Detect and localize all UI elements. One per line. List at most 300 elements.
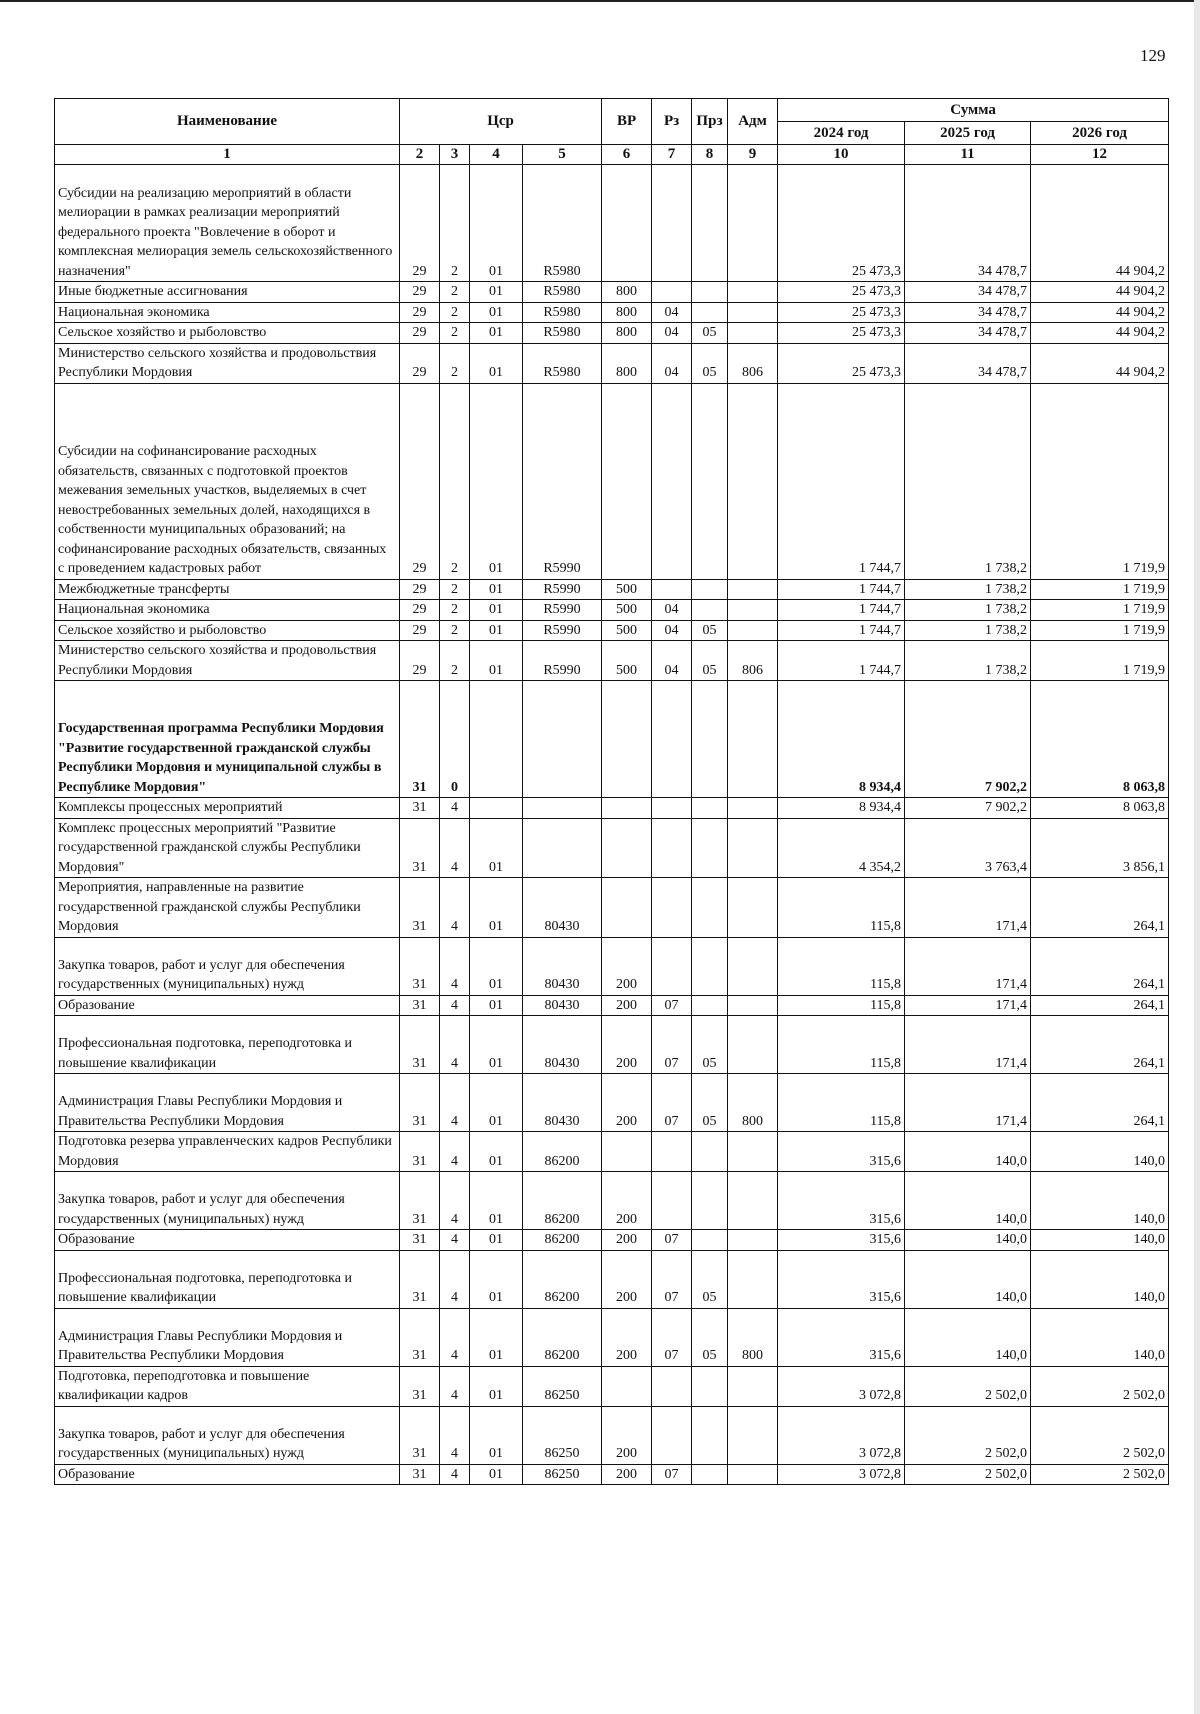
cell-y2024: 115,8 bbox=[778, 1074, 905, 1132]
cell-rz: 07 bbox=[652, 1074, 692, 1132]
row-name-cell: Министерство сельского хозяйства и продовольствия Республики Мордовия bbox=[55, 641, 400, 681]
column-numbers-row bbox=[55, 145, 1169, 165]
cell-rz: 04 bbox=[652, 343, 692, 383]
cell-c4: R5980 bbox=[523, 165, 602, 282]
cell-c4: R5990 bbox=[523, 641, 602, 681]
cell-c1: 31 bbox=[400, 1366, 440, 1406]
cell-y2024: 1 744,7 bbox=[778, 620, 905, 641]
cell-rz bbox=[652, 878, 692, 938]
cell-prz bbox=[692, 818, 728, 878]
cell-y2024: 115,8 bbox=[778, 937, 905, 995]
cell-c3: 01 bbox=[470, 1366, 523, 1406]
cell-prz: 05 bbox=[692, 1016, 728, 1074]
cell-c3: 01 bbox=[470, 641, 523, 681]
cell-c2: 4 bbox=[440, 1406, 470, 1464]
cell-y2026: 2 502,0 bbox=[1031, 1406, 1169, 1464]
row-name-cell: Комплексы процессных мероприятий bbox=[55, 798, 400, 819]
cell-adm bbox=[728, 878, 778, 938]
cell-prz bbox=[692, 995, 728, 1016]
cell-c1: 29 bbox=[400, 383, 440, 579]
cell-c3: 01 bbox=[470, 1016, 523, 1074]
cell-c2: 4 bbox=[440, 1230, 470, 1251]
cell-adm bbox=[728, 383, 778, 579]
cell-rz bbox=[652, 165, 692, 282]
cell-y2025: 2 502,0 bbox=[905, 1464, 1031, 1485]
cell-adm bbox=[728, 1464, 778, 1485]
cell-c4 bbox=[523, 818, 602, 878]
table-row bbox=[55, 1172, 1169, 1230]
cell-rz bbox=[652, 681, 692, 798]
cell-y2026: 44 904,2 bbox=[1031, 302, 1169, 323]
row-name-cell: Образование bbox=[55, 1230, 400, 1251]
cell-y2026: 264,1 bbox=[1031, 1074, 1169, 1132]
header-prz: Прз bbox=[692, 99, 728, 145]
cell-y2025: 171,4 bbox=[905, 995, 1031, 1016]
cell-vr: 200 bbox=[602, 1074, 652, 1132]
row-name-cell: Профессиональная подготовка, переподготовка и повышение квалификации bbox=[55, 1016, 400, 1074]
table-row bbox=[55, 343, 1169, 383]
cell-y2024: 8 934,4 bbox=[778, 681, 905, 798]
header-name: Наименование bbox=[55, 99, 400, 145]
cell-y2026: 1 719,9 bbox=[1031, 383, 1169, 579]
row-name-cell: Сельское хозяйство и рыболовство bbox=[55, 323, 400, 344]
row-name-cell: Государственная программа Республики Мордовия "Развитие государственной гражданской службы Республики Мордовия и муниципальной службы в Республике Мордовия" bbox=[55, 681, 400, 798]
cell-vr bbox=[602, 818, 652, 878]
cell-c4 bbox=[523, 681, 602, 798]
column-number: 9 bbox=[728, 145, 778, 165]
cell-y2025: 34 478,7 bbox=[905, 302, 1031, 323]
cell-c2: 4 bbox=[440, 1250, 470, 1308]
cell-y2026: 140,0 bbox=[1031, 1308, 1169, 1366]
table-row bbox=[55, 1464, 1169, 1485]
cell-adm: 806 bbox=[728, 343, 778, 383]
cell-vr bbox=[602, 165, 652, 282]
cell-c1: 31 bbox=[400, 878, 440, 938]
cell-c2: 2 bbox=[440, 620, 470, 641]
cell-y2025: 34 478,7 bbox=[905, 165, 1031, 282]
cell-c2: 4 bbox=[440, 1172, 470, 1230]
header-sum: Сумма bbox=[778, 99, 1169, 122]
cell-adm bbox=[728, 937, 778, 995]
row-name-cell: Подготовка, переподготовка и повышение квалификации кадров bbox=[55, 1366, 400, 1406]
cell-c2: 4 bbox=[440, 818, 470, 878]
cell-y2024: 315,6 bbox=[778, 1172, 905, 1230]
header-year-2025: 2025 год bbox=[905, 122, 1031, 145]
cell-adm bbox=[728, 818, 778, 878]
column-number: 6 bbox=[602, 145, 652, 165]
cell-c4: R5980 bbox=[523, 302, 602, 323]
row-name-cell: Образование bbox=[55, 995, 400, 1016]
table-row bbox=[55, 937, 1169, 995]
cell-prz: 05 bbox=[692, 641, 728, 681]
cell-rz bbox=[652, 1406, 692, 1464]
cell-prz: 05 bbox=[692, 1308, 728, 1366]
cell-adm bbox=[728, 323, 778, 344]
cell-c1: 29 bbox=[400, 641, 440, 681]
row-name-cell: Субсидии на реализацию мероприятий в области мелиорации в рамках реализации мероприятий федерального проекта "Вовлечение в оборот и комплексная мелиорация земель сельскохозяйственного назначения" bbox=[55, 165, 400, 282]
table-row bbox=[55, 1016, 1169, 1074]
cell-y2025: 34 478,7 bbox=[905, 343, 1031, 383]
cell-c1: 29 bbox=[400, 600, 440, 621]
cell-c3: 01 bbox=[470, 1308, 523, 1366]
table-row bbox=[55, 383, 1169, 579]
cell-c1: 31 bbox=[400, 798, 440, 819]
cell-c2: 2 bbox=[440, 600, 470, 621]
cell-y2024: 315,6 bbox=[778, 1132, 905, 1172]
cell-y2024: 25 473,3 bbox=[778, 165, 905, 282]
cell-vr bbox=[602, 1132, 652, 1172]
cell-y2025: 7 902,2 bbox=[905, 681, 1031, 798]
cell-y2025: 1 738,2 bbox=[905, 600, 1031, 621]
cell-c2: 0 bbox=[440, 681, 470, 798]
cell-adm bbox=[728, 1132, 778, 1172]
row-name-cell: Закупка товаров, работ и услуг для обеспечения государственных (муниципальных) нужд bbox=[55, 1172, 400, 1230]
cell-adm bbox=[728, 1172, 778, 1230]
cell-prz bbox=[692, 798, 728, 819]
header-year-2026: 2026 год bbox=[1031, 122, 1169, 145]
cell-y2026: 44 904,2 bbox=[1031, 343, 1169, 383]
cell-c2: 4 bbox=[440, 1074, 470, 1132]
cell-y2026: 1 719,9 bbox=[1031, 641, 1169, 681]
cell-y2026: 264,1 bbox=[1031, 1016, 1169, 1074]
cell-c3: 01 bbox=[470, 995, 523, 1016]
cell-rz: 07 bbox=[652, 1464, 692, 1485]
cell-c3: 01 bbox=[470, 937, 523, 995]
cell-vr: 200 bbox=[602, 1230, 652, 1251]
row-name-cell: Подготовка резерва управленческих кадров Республики Мордовия bbox=[55, 1132, 400, 1172]
row-name-cell: Министерство сельского хозяйства и продовольствия Республики Мордовия bbox=[55, 343, 400, 383]
cell-c4: R5990 bbox=[523, 383, 602, 579]
cell-c4: 86200 bbox=[523, 1230, 602, 1251]
cell-y2024: 4 354,2 bbox=[778, 818, 905, 878]
page-number: 129 bbox=[1140, 46, 1166, 65]
cell-c2: 4 bbox=[440, 1464, 470, 1485]
cell-y2024: 3 072,8 bbox=[778, 1464, 905, 1485]
table-row bbox=[55, 600, 1169, 621]
cell-adm bbox=[728, 1250, 778, 1308]
cell-y2024: 1 744,7 bbox=[778, 641, 905, 681]
cell-rz bbox=[652, 579, 692, 600]
table-row bbox=[55, 1074, 1169, 1132]
cell-vr: 500 bbox=[602, 641, 652, 681]
row-name-cell: Национальная экономика bbox=[55, 600, 400, 621]
cell-adm bbox=[728, 620, 778, 641]
cell-y2024: 115,8 bbox=[778, 995, 905, 1016]
cell-y2026: 44 904,2 bbox=[1031, 282, 1169, 303]
cell-adm bbox=[728, 681, 778, 798]
cell-prz: 05 bbox=[692, 620, 728, 641]
cell-c3: 01 bbox=[470, 620, 523, 641]
cell-c2: 2 bbox=[440, 641, 470, 681]
cell-prz bbox=[692, 165, 728, 282]
top-border-line bbox=[0, 0, 1200, 2]
table-row bbox=[55, 641, 1169, 681]
cell-c2: 2 bbox=[440, 579, 470, 600]
cell-vr bbox=[602, 1366, 652, 1406]
cell-c3: 01 bbox=[470, 1074, 523, 1132]
cell-c1: 31 bbox=[400, 1230, 440, 1251]
column-number: 8 bbox=[692, 145, 728, 165]
cell-c2: 4 bbox=[440, 1308, 470, 1366]
table-row bbox=[55, 579, 1169, 600]
cell-y2025: 34 478,7 bbox=[905, 282, 1031, 303]
cell-adm: 800 bbox=[728, 1074, 778, 1132]
cell-c4: 86200 bbox=[523, 1172, 602, 1230]
cell-y2024: 315,6 bbox=[778, 1308, 905, 1366]
cell-adm: 806 bbox=[728, 641, 778, 681]
cell-y2024: 8 934,4 bbox=[778, 798, 905, 819]
cell-c1: 31 bbox=[400, 1308, 440, 1366]
cell-prz bbox=[692, 282, 728, 303]
table-row bbox=[55, 1308, 1169, 1366]
cell-y2024: 315,6 bbox=[778, 1230, 905, 1251]
cell-c2: 4 bbox=[440, 1132, 470, 1172]
cell-vr: 200 bbox=[602, 995, 652, 1016]
cell-c1: 29 bbox=[400, 165, 440, 282]
table-row bbox=[55, 1132, 1169, 1172]
cell-prz bbox=[692, 302, 728, 323]
table-row bbox=[55, 878, 1169, 938]
cell-c4: R5980 bbox=[523, 282, 602, 303]
table-row bbox=[55, 995, 1169, 1016]
cell-c4: 80430 bbox=[523, 995, 602, 1016]
cell-c2: 4 bbox=[440, 878, 470, 938]
cell-prz bbox=[692, 383, 728, 579]
cell-vr: 500 bbox=[602, 579, 652, 600]
cell-y2025: 140,0 bbox=[905, 1308, 1031, 1366]
cell-y2024: 25 473,3 bbox=[778, 302, 905, 323]
cell-y2025: 2 502,0 bbox=[905, 1366, 1031, 1406]
cell-vr: 500 bbox=[602, 620, 652, 641]
cell-adm bbox=[728, 579, 778, 600]
cell-adm: 800 bbox=[728, 1308, 778, 1366]
cell-y2025: 140,0 bbox=[905, 1230, 1031, 1251]
cell-rz: 07 bbox=[652, 1250, 692, 1308]
cell-prz: 05 bbox=[692, 343, 728, 383]
cell-c2: 2 bbox=[440, 383, 470, 579]
cell-adm bbox=[728, 165, 778, 282]
row-name-cell: Мероприятия, направленные на развитие государственной гражданской службы Республики Мордовия bbox=[55, 878, 400, 938]
cell-rz: 07 bbox=[652, 995, 692, 1016]
cell-vr bbox=[602, 798, 652, 819]
cell-y2025: 171,4 bbox=[905, 1016, 1031, 1074]
row-name-cell: Комплекс процессных мероприятий "Развитие государственной гражданской службы Республики Мордовия" bbox=[55, 818, 400, 878]
cell-c1: 29 bbox=[400, 579, 440, 600]
row-name-cell: Субсидии на софинансирование расходных обязательств, связанных с подготовкой проектов межевания земельных участков, выделяемых в счет невостребованных земельных долей, находящихся в собственности муниципальных образований; на софинансирование расходных обязательств, связанных с проведением кадастровых работ bbox=[55, 383, 400, 579]
cell-vr bbox=[602, 383, 652, 579]
cell-rz: 04 bbox=[652, 600, 692, 621]
cell-y2025: 140,0 bbox=[905, 1250, 1031, 1308]
cell-y2026: 1 719,9 bbox=[1031, 600, 1169, 621]
cell-c2: 2 bbox=[440, 302, 470, 323]
cell-c4: 80430 bbox=[523, 1016, 602, 1074]
cell-y2025: 171,4 bbox=[905, 1074, 1031, 1132]
cell-rz: 04 bbox=[652, 641, 692, 681]
column-number: 3 bbox=[440, 145, 470, 165]
cell-y2026: 140,0 bbox=[1031, 1230, 1169, 1251]
cell-c1: 31 bbox=[400, 1464, 440, 1485]
cell-y2025: 1 738,2 bbox=[905, 383, 1031, 579]
cell-y2025: 140,0 bbox=[905, 1132, 1031, 1172]
cell-c1: 31 bbox=[400, 995, 440, 1016]
cell-y2026: 2 502,0 bbox=[1031, 1366, 1169, 1406]
cell-c3: 01 bbox=[470, 302, 523, 323]
cell-c4 bbox=[523, 798, 602, 819]
row-name-cell: Сельское хозяйство и рыболовство bbox=[55, 620, 400, 641]
budget-table bbox=[54, 98, 1169, 1485]
column-number: 4 bbox=[470, 145, 523, 165]
cell-c1: 31 bbox=[400, 1132, 440, 1172]
table-row bbox=[55, 1250, 1169, 1308]
header-adm: Адм bbox=[728, 99, 778, 145]
cell-c3: 01 bbox=[470, 600, 523, 621]
cell-y2025: 3 763,4 bbox=[905, 818, 1031, 878]
cell-prz bbox=[692, 1406, 728, 1464]
cell-c2: 4 bbox=[440, 1016, 470, 1074]
cell-y2026: 8 063,8 bbox=[1031, 681, 1169, 798]
cell-y2024: 115,8 bbox=[778, 1016, 905, 1074]
cell-y2025: 34 478,7 bbox=[905, 323, 1031, 344]
cell-prz bbox=[692, 937, 728, 995]
cell-c4: 86250 bbox=[523, 1366, 602, 1406]
cell-adm bbox=[728, 1406, 778, 1464]
cell-y2025: 2 502,0 bbox=[905, 1406, 1031, 1464]
table-row bbox=[55, 323, 1169, 344]
cell-y2026: 2 502,0 bbox=[1031, 1464, 1169, 1485]
cell-rz bbox=[652, 1132, 692, 1172]
cell-c3: 01 bbox=[470, 323, 523, 344]
cell-c2: 2 bbox=[440, 343, 470, 383]
cell-c4: 86250 bbox=[523, 1406, 602, 1464]
cell-prz bbox=[692, 878, 728, 938]
cell-y2026: 264,1 bbox=[1031, 937, 1169, 995]
cell-y2026: 3 856,1 bbox=[1031, 818, 1169, 878]
cell-prz bbox=[692, 1230, 728, 1251]
cell-c3: 01 bbox=[470, 343, 523, 383]
cell-y2026: 8 063,8 bbox=[1031, 798, 1169, 819]
cell-c3: 01 bbox=[470, 878, 523, 938]
cell-c2: 4 bbox=[440, 798, 470, 819]
cell-vr bbox=[602, 878, 652, 938]
cell-rz bbox=[652, 282, 692, 303]
table-body bbox=[55, 165, 1169, 1485]
cell-y2024: 25 473,3 bbox=[778, 343, 905, 383]
column-number: 5 bbox=[523, 145, 602, 165]
cell-c2: 4 bbox=[440, 1366, 470, 1406]
cell-y2025: 171,4 bbox=[905, 878, 1031, 938]
cell-y2024: 25 473,3 bbox=[778, 323, 905, 344]
table-row bbox=[55, 1366, 1169, 1406]
cell-c1: 31 bbox=[400, 1172, 440, 1230]
cell-adm bbox=[728, 798, 778, 819]
cell-c4: R5980 bbox=[523, 323, 602, 344]
row-name-cell: Межбюджетные трансферты bbox=[55, 579, 400, 600]
cell-rz bbox=[652, 1366, 692, 1406]
column-number: 7 bbox=[652, 145, 692, 165]
cell-c1: 31 bbox=[400, 1250, 440, 1308]
cell-adm bbox=[728, 282, 778, 303]
cell-rz: 04 bbox=[652, 323, 692, 344]
cell-c2: 2 bbox=[440, 165, 470, 282]
cell-c4: 86200 bbox=[523, 1132, 602, 1172]
cell-vr: 200 bbox=[602, 1172, 652, 1230]
table-row bbox=[55, 302, 1169, 323]
cell-rz bbox=[652, 383, 692, 579]
cell-c1: 29 bbox=[400, 282, 440, 303]
table-row bbox=[55, 1230, 1169, 1251]
cell-prz bbox=[692, 1366, 728, 1406]
table-row bbox=[55, 620, 1169, 641]
cell-y2026: 1 719,9 bbox=[1031, 620, 1169, 641]
cell-c1: 31 bbox=[400, 1016, 440, 1074]
row-name-cell: Профессиональная подготовка, переподготовка и повышение квалификации bbox=[55, 1250, 400, 1308]
cell-prz bbox=[692, 1464, 728, 1485]
cell-c4: 80430 bbox=[523, 878, 602, 938]
cell-c1: 31 bbox=[400, 818, 440, 878]
table-row bbox=[55, 1406, 1169, 1464]
cell-vr: 800 bbox=[602, 282, 652, 303]
cell-c4: 86250 bbox=[523, 1464, 602, 1485]
cell-c3: 01 bbox=[470, 818, 523, 878]
row-name-cell: Национальная экономика bbox=[55, 302, 400, 323]
cell-c4: R5990 bbox=[523, 600, 602, 621]
header-year-2024: 2024 год bbox=[778, 122, 905, 145]
cell-rz: 07 bbox=[652, 1016, 692, 1074]
cell-y2025: 1 738,2 bbox=[905, 620, 1031, 641]
cell-c4: R5990 bbox=[523, 579, 602, 600]
cell-c1: 29 bbox=[400, 343, 440, 383]
cell-adm bbox=[728, 1230, 778, 1251]
cell-y2025: 7 902,2 bbox=[905, 798, 1031, 819]
cell-rz bbox=[652, 798, 692, 819]
cell-rz bbox=[652, 937, 692, 995]
cell-y2026: 1 719,9 bbox=[1031, 579, 1169, 600]
cell-prz bbox=[692, 579, 728, 600]
cell-prz bbox=[692, 1132, 728, 1172]
cell-c3: 01 bbox=[470, 1172, 523, 1230]
cell-vr: 500 bbox=[602, 600, 652, 621]
cell-c4: 86200 bbox=[523, 1308, 602, 1366]
cell-c2: 2 bbox=[440, 282, 470, 303]
cell-adm bbox=[728, 1016, 778, 1074]
cell-y2026: 140,0 bbox=[1031, 1172, 1169, 1230]
cell-y2026: 140,0 bbox=[1031, 1250, 1169, 1308]
cell-y2024: 1 744,7 bbox=[778, 579, 905, 600]
header-vr: ВР bbox=[602, 99, 652, 145]
cell-y2026: 44 904,2 bbox=[1031, 165, 1169, 282]
cell-c3: 01 bbox=[470, 1230, 523, 1251]
cell-c3: 01 bbox=[470, 282, 523, 303]
header-rz: Рз bbox=[652, 99, 692, 145]
cell-prz bbox=[692, 600, 728, 621]
cell-c3: 01 bbox=[470, 383, 523, 579]
cell-c1: 29 bbox=[400, 323, 440, 344]
cell-c3: 01 bbox=[470, 1464, 523, 1485]
cell-adm bbox=[728, 600, 778, 621]
cell-prz bbox=[692, 681, 728, 798]
row-name-cell: Закупка товаров, работ и услуг для обеспечения государственных (муниципальных) нужд bbox=[55, 937, 400, 995]
cell-c1: 31 bbox=[400, 1074, 440, 1132]
table-row bbox=[55, 282, 1169, 303]
column-number: 12 bbox=[1031, 145, 1169, 165]
cell-rz bbox=[652, 1172, 692, 1230]
table-row bbox=[55, 165, 1169, 282]
scan-edge bbox=[1194, 0, 1200, 1714]
cell-prz: 05 bbox=[692, 323, 728, 344]
table-row bbox=[55, 681, 1169, 798]
cell-y2026: 264,1 bbox=[1031, 878, 1169, 938]
row-name-cell: Иные бюджетные ассигнования bbox=[55, 282, 400, 303]
